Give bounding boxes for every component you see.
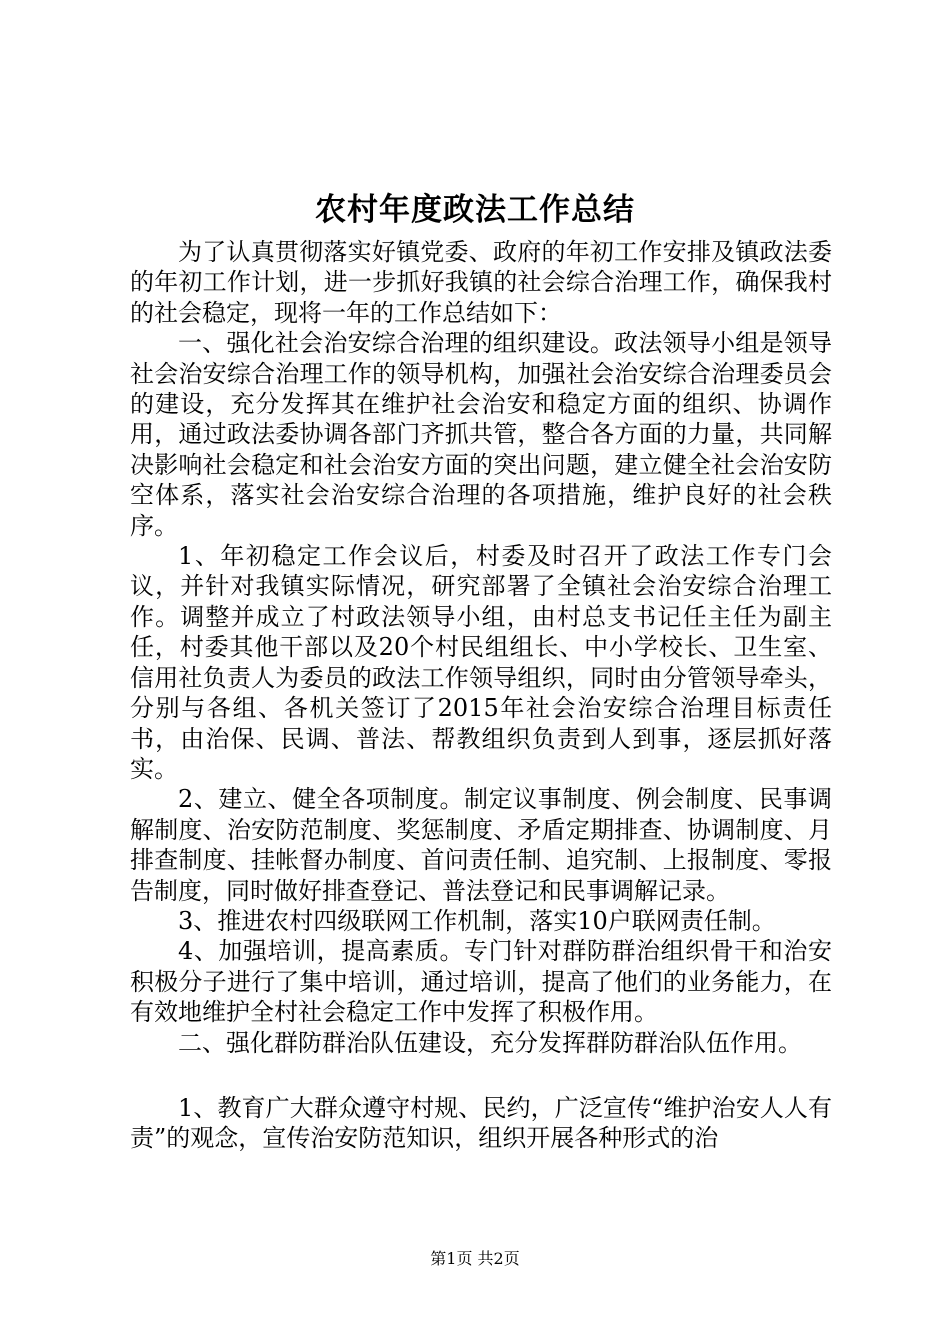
- document-body: [130, 237, 832, 1154]
- document-title: 农村年度政法工作总结: [315, 192, 635, 228]
- paragraph-section-1: 一、强化社会治安综合治理的组织建设。政法领导小组是领导社会治安综合治理工作的领导机构，加强社会治安综合治理委员会的建设，充分发挥其在维护社会治安和稳定方面的组织、协调作用，通过政法委协调各部门齐抓共管，整合各方面的力量，共同解决影响社会稳定和社会治安方面的突出问题，建立健全社会治安防空体系，落实社会治安综合治理的各项措施，维护良好的社会秩序。: [130, 329, 832, 540]
- paragraph-section-2: 二、强化群防群治队伍建设，充分发挥群防群治队伍作用。: [178, 1028, 802, 1057]
- paragraph-item-3: 3、推进农村四级联网工作机制，落实10户联网责任制。: [178, 906, 776, 935]
- paragraph-item-4: 4、加强培训，提高素质。专门针对群防群治组织骨干和治安积极分子进行了集中培训，通过培训，提高了他们的业务能力，在有效地维护全村社会稳定工作中发挥了积极作用。: [130, 937, 832, 1027]
- page-number: 第1页 共2页: [430, 1249, 520, 1268]
- paragraph-intro: 为了认真贯彻落实好镇党委、政府的年初工作安排及镇政法委的年初工作计划，进一步抓好我镇的社会综合治理工作，确保我村的社会稳定，现将一年的工作总结如下：: [130, 238, 832, 327]
- paragraph-item-1: 1、年初稳定工作会议后，村委及时召开了政法工作专门会议，并针对我镇实际情况，研究部署了全镇社会治安综合治理工作。调整并成立了村政法领导小组，由村总支书记任主任为副主任，村委其他干部以及20个村民组组长、中小学校长、卫生室、信用社负责人为委员的政法工作领导组织，同时由分管领导牵头，分别与各组、各机关签订了2015年社会治安综合治理目标责任书，由治保、民调、普法、帮教组织负责到人到事，逐层抓好落实。: [130, 542, 832, 783]
- paragraph-section-2-item-1: 1、教育广大群众遵守村规、民约，广泛宣传“维护治安人人有责”的观念，宣传治安防范知识，组织开展各种形式的治: [130, 1093, 832, 1153]
- paragraph-item-2: 2、建立、健全各项制度。制定议事制度、例会制度、民事调解制度、治安防范制度、奖惩制度、矛盾定期排查、协调制度、月排查制度、挂帐督办制度、首问责任制、追究制、上报制度、零报告制度，同时做好排查登记、普法登记和民事调解记录。: [130, 785, 832, 905]
